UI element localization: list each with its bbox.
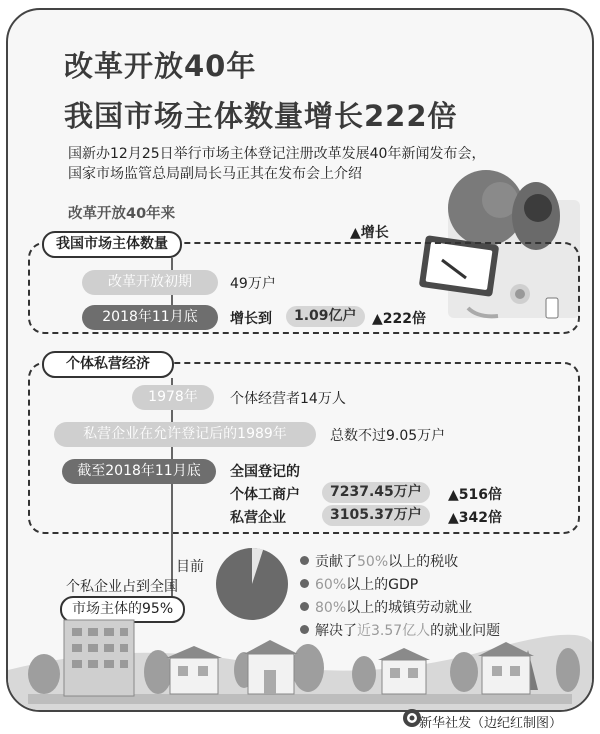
private-row1-pill: 1978年 (132, 385, 214, 410)
share-line-1: 目前 (176, 559, 204, 575)
section-label: 改革开放40年来 (68, 206, 176, 222)
private-row3-heading: 全国登记的 (230, 464, 300, 480)
market-row1-value: 49万户 (230, 276, 276, 292)
market-header: 我国市场主体数量 (42, 231, 182, 258)
market-row2-value: 1.09亿户 (286, 306, 365, 327)
private-row3-pill: 截至2018年11月底 (62, 459, 216, 484)
credit-line: 新华社发（边纪红制图） (418, 716, 562, 731)
title-line-2: 我国市场主体数量增长222倍 (64, 99, 458, 133)
bullet-dot-icon (300, 556, 309, 565)
contribution-highlight: 80% (315, 600, 347, 616)
contribution-highlight: 50% (357, 554, 389, 570)
title-line-1: 改革开放40年 (64, 49, 257, 83)
subtitle-line-2: 国家市场监管总局副局长马正其在发布会上介绍 (68, 166, 362, 182)
bullet-dot-icon (300, 579, 309, 588)
subtitle-line-1: 国新办12月25日举行市场主体登记注册改革发展40年新闻发布会， (68, 146, 486, 162)
market-row2-prefix: 增长到 (230, 311, 272, 327)
infographic-card (6, 8, 594, 712)
contribution-suffix: 以上的GDP (346, 577, 419, 593)
growth-tag: ▲增长 (350, 225, 389, 241)
private-row2-pill: 私营企业在允许登记后的1989年 (54, 422, 316, 447)
contribution-item (300, 551, 458, 571)
contribution-highlight: 60% (315, 577, 347, 593)
private-header: 个体私营经济 (42, 351, 174, 378)
town-skyline-illustration (8, 610, 592, 710)
contribution-suffix: 的就业问题 (430, 623, 501, 639)
contribution-suffix: 以上的城镇劳动就业 (346, 600, 473, 616)
private-enterprise-value: 3105.37万户 (322, 505, 430, 526)
contribution-prefix: 贡献了 (315, 554, 357, 570)
individual-business-growth: ▲516倍 (448, 487, 502, 503)
market-row2-growth: ▲222倍 (372, 311, 426, 327)
private-enterprise-growth: ▲342倍 (448, 510, 502, 526)
individual-business-label: 个体工商户 (230, 487, 300, 503)
contribution-prefix: 解决了 (315, 623, 357, 639)
individual-business-value: 7237.45万户 (322, 482, 430, 503)
private-row2-text: 总数不过9.05万户 (330, 428, 446, 444)
share-line-2: 个私企业占到全国 (66, 579, 178, 595)
private-enterprise-label: 私营企业 (230, 510, 286, 526)
contribution-suffix: 以上的税收 (388, 554, 459, 570)
share-line-3: 市场主体的95% (60, 596, 185, 623)
private-row1-text: 个体经营者14万人 (230, 391, 346, 407)
contribution-item (300, 574, 418, 594)
contribution-highlight: 近3.57亿人 (357, 623, 431, 639)
market-row2-pill: 2018年11月底 (82, 305, 218, 330)
market-row1-pill: 改革开放初期 (82, 270, 218, 295)
